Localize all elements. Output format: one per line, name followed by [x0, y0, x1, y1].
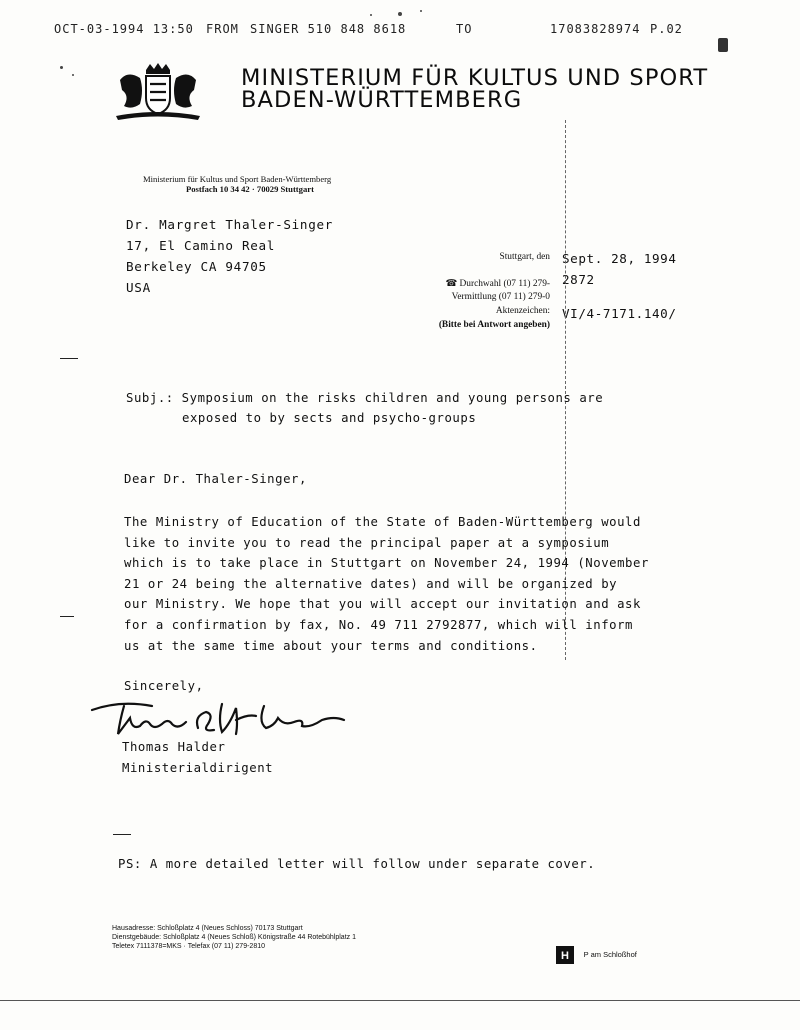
fold-mark — [113, 834, 131, 835]
fold-mark — [60, 358, 78, 359]
fax-to-label: TO — [456, 22, 473, 36]
file-reference: VI/4-7171.140/ — [562, 306, 677, 321]
fax-from-label: FROM — [206, 22, 239, 36]
svg-text:H: H — [561, 949, 569, 962]
recipient-address — [126, 214, 333, 298]
return-address-line2: Postfach 10 34 42 · 70029 Stuttgart — [186, 184, 314, 194]
body-line: 21 or 24 being the alternative dates) and will be organized by — [124, 576, 618, 591]
salutation: Dear Dr. Thaler-Singer, — [124, 472, 307, 486]
letter-date: Sept. 28, 1994 — [562, 251, 677, 266]
body-line: for a confirmation by fax, No. 49 711 2792877, which will inform — [124, 617, 634, 632]
recipient-country: USA — [126, 280, 151, 295]
letter-body — [124, 512, 649, 656]
extension-label — [420, 278, 550, 289]
phone-icon: ☎ — [445, 279, 460, 289]
footer-line2: Dienstgebäude: Schloßplatz 4 (Neues Schloß) Königstraße 44 Rotebühlplatz 1 — [112, 934, 356, 941]
subject-line1: Subj.: Symposium on the risks children and young persons are — [126, 391, 604, 405]
coat-of-arms-icon — [110, 60, 206, 124]
recipient-street: 17, El Camino Real — [126, 238, 276, 253]
transit-stop-icon — [556, 946, 574, 964]
ministry-name-line1: MINISTERIUM FÜR KULTUS UND SPORT — [241, 65, 709, 91]
fax-sender: SINGER 510 848 8618 — [250, 22, 407, 36]
footer-address — [112, 924, 356, 951]
scan-speck — [398, 12, 402, 16]
return-address-line1: Ministerium für Kultus und Sport Baden-Württemberg — [143, 174, 332, 184]
reply-note: (Bitte bei Antwort angeben) — [438, 320, 550, 330]
scan-mark — [718, 38, 728, 52]
recipient-name: Dr. Margret Thaler-Singer — [126, 217, 334, 232]
handwritten-signature — [90, 696, 350, 742]
scan-bottom-edge — [0, 1000, 800, 1001]
place-date-label: Stuttgart, den — [499, 252, 550, 262]
ministry-name-line2: BADEN-WÜRTTEMBERG — [241, 87, 523, 113]
closing: Sincerely, — [124, 679, 204, 693]
extension-label-text: Durchwahl (07 11) 279- — [459, 279, 550, 289]
exchange-label: Vermittlung (07 11) 279-0 — [451, 292, 550, 302]
fax-to-number: 17083828974 — [550, 22, 641, 36]
postscript: PS: A more detailed letter will follow under separate cover. — [118, 857, 596, 871]
scan-speck — [420, 10, 422, 12]
body-line: our Ministry. We hope that you will accept our invitation and ask — [124, 597, 641, 612]
fax-datetime: OCT-03-1994 13:50 — [54, 22, 194, 36]
footer-line1: Hausadresse: Schloßplatz 4 (Neues Schloss) 70173 Stuttgart — [112, 925, 303, 932]
scan-speck — [60, 66, 63, 69]
transit-stop-text: P am Schloßhof — [583, 950, 637, 959]
body-line: The Ministry of Education of the State of Baden-Württemberg would — [124, 515, 641, 529]
extension-number: 2872 — [562, 272, 595, 287]
body-line: like to invite you to read the principal paper at a symposium — [124, 535, 610, 550]
body-line: us at the same time about your terms and conditions. — [124, 638, 538, 653]
fold-mark — [60, 616, 74, 617]
transit-stop — [556, 944, 637, 964]
scan-speck — [370, 14, 372, 16]
subject-line2: exposed to by sects and psycho-groups — [182, 411, 477, 425]
signer-title: Ministerialdirigent — [122, 761, 274, 775]
file-ref-label: Aktenzeichen: — [495, 306, 550, 316]
signer-name: Thomas Halder — [122, 740, 226, 754]
footer-line3: Teletex 7111378=MKS · Telefax (07 11) 279-2810 — [112, 943, 265, 950]
body-line: which is to take place in Stuttgart on November 24, 1994 (November — [124, 556, 649, 571]
scan-speck — [72, 74, 74, 76]
fax-page: P.02 — [650, 22, 683, 36]
recipient-city: Berkeley CA 94705 — [126, 259, 267, 274]
